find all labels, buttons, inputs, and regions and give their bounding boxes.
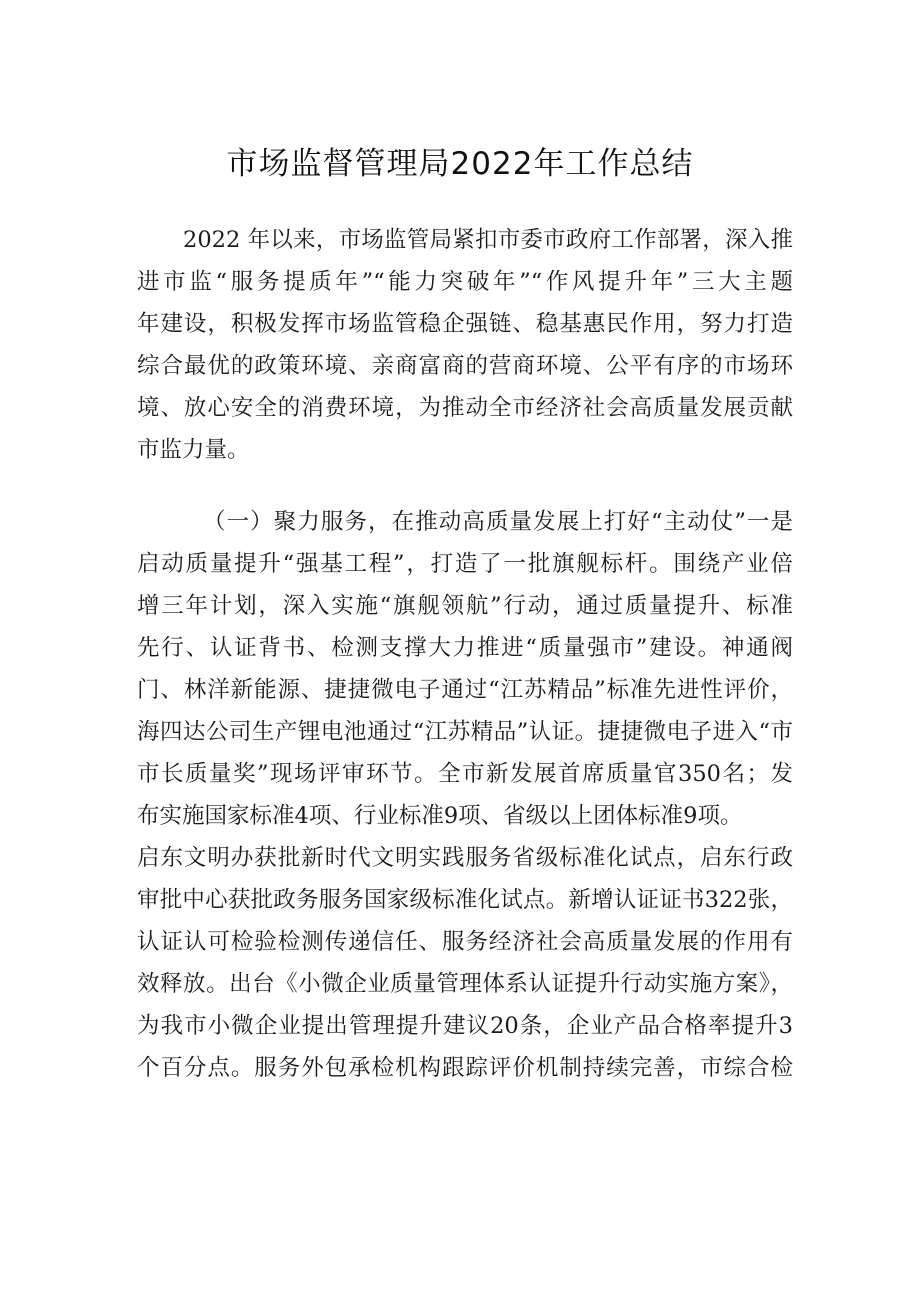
paragraph-2-line-4: 先行、认证背书、检测支撑大力推进“质量强市”建设。神通阀 bbox=[137, 635, 793, 661]
paragraph-2-line-1: （一）聚力服务，在推动高质量发展上打好“主动仗”一是 bbox=[203, 509, 793, 535]
paragraph-1-line-2: 进市监“服务提质年”“能力突破年”“作风提升年”三大主题 bbox=[137, 269, 793, 295]
paragraph-2-line-13: 为我市小微企业提出管理提升建议20条，企业产品合格率提升3 bbox=[137, 1013, 793, 1039]
document-title: 市场监督管理局2022年工作总结 bbox=[226, 146, 694, 182]
paragraph-2-line-5: 门、林洋新能源、捷捷微电子通过“江苏精品”标准先进性评价， bbox=[137, 677, 793, 703]
paragraph-1-line-6: 市监力量。 bbox=[137, 437, 250, 463]
paragraph-2-line-7: 市长质量奖”现场评审环节。全市新发展首席质量官350名；发 bbox=[137, 761, 793, 787]
paragraph-1-line-4: 综合最优的政策环境、亲商富商的营商环境、公平有序的市场环 bbox=[137, 353, 793, 379]
paragraph-2-line-11: 认证认可检验检测传递信任、服务经济社会高质量发展的作用有 bbox=[137, 929, 793, 955]
paragraph-2-line-8: 布实施国家标准4项、行业标准9项、省级以上团体标准9项。 bbox=[137, 803, 743, 829]
paragraph-2-line-12: 效释放。出台《小微企业质量管理体系认证提升行动实施方案》， bbox=[137, 971, 793, 997]
paragraph-1-line-1: 2022 年以来，市场监管局紧扣市委市政府工作部署，深入推 bbox=[183, 227, 793, 253]
paragraph-1-line-3: 年建设，积极发挥市场监管稳企强链、稳基惠民作用，努力打造 bbox=[137, 311, 793, 337]
paragraph-2-line-14: 个百分点。服务外包承检机构跟踪评价机制持续完善，市综合检 bbox=[137, 1055, 793, 1081]
paragraph-2-line-9: 启东文明办获批新时代文明实践服务省级标准化试点，启东行政 bbox=[137, 845, 793, 871]
paragraph-1-line-5: 境、放心安全的消费环境，为推动全市经济社会高质量发展贡献 bbox=[137, 395, 793, 421]
paragraph-2-line-6: 海四达公司生产锂电池通过“江苏精品”认证。捷捷微电子进入“市 bbox=[137, 719, 793, 745]
paragraph-2-line-2: 启动质量提升“强基工程”，打造了一批旗舰标杆。围绕产业倍 bbox=[137, 551, 793, 577]
paragraph-2-line-10: 审批中心获批政务服务国家级标准化试点。新增认证证书322张， bbox=[137, 887, 793, 913]
paragraph-2-line-3: 增三年计划，深入实施“旗舰领航”行动，通过质量提升、标准 bbox=[137, 593, 793, 619]
